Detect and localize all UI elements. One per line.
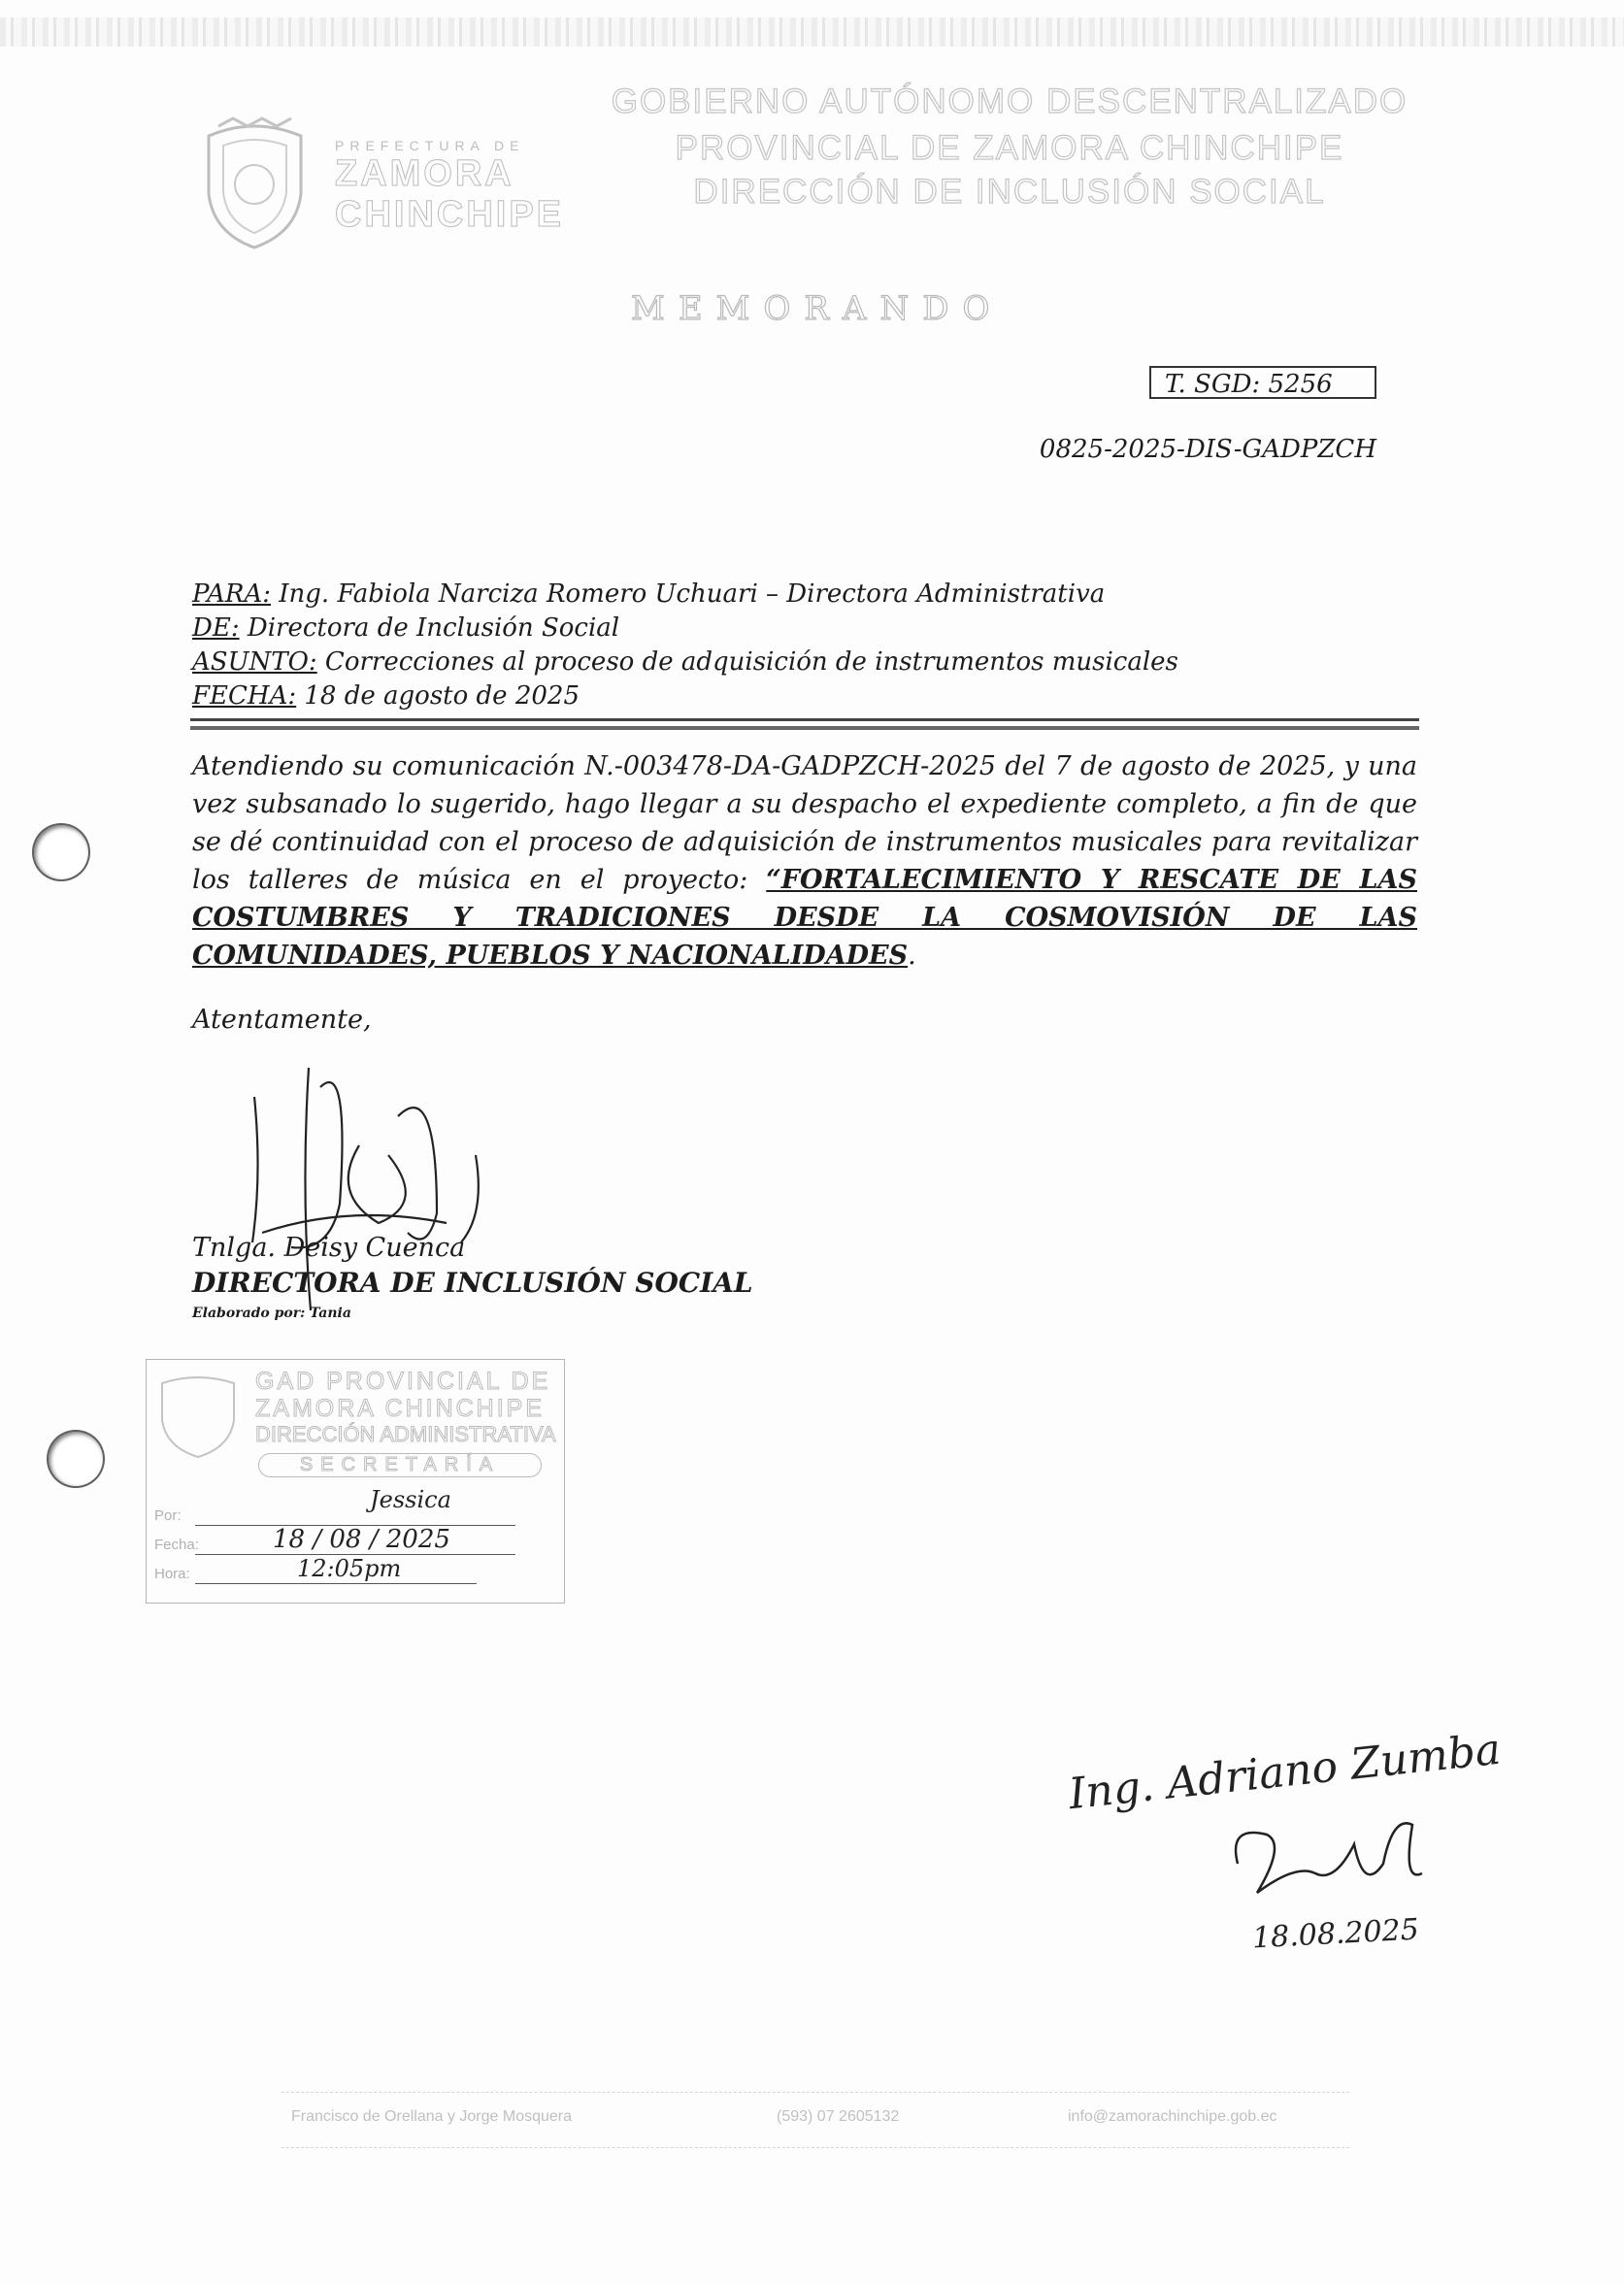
received-date: 18.08.2025 xyxy=(1251,1912,1420,1956)
para-label: PARA: xyxy=(192,579,271,609)
para-row xyxy=(192,578,1105,611)
closing: Atentamente, xyxy=(192,1005,372,1035)
asunto-value: Correcciones al proceso de adquisición de instrumentos musicales xyxy=(316,647,1178,677)
shield-icon xyxy=(199,116,311,252)
stamp-hora-value: 12:05pm xyxy=(297,1555,402,1582)
para-value: Ing. Fabiola Narciza Romero Uchuari – Directora Administrativa xyxy=(271,579,1106,609)
punch-hole-top xyxy=(34,825,88,879)
stamp-line-1: GAD PROVINCIAL DE xyxy=(255,1368,551,1395)
stamp-line-4: SECRETARÍA xyxy=(258,1453,542,1477)
signer-name: Tnlga. Deisy Cuenca xyxy=(192,1233,466,1263)
header-line-2: PROVINCIAL DE ZAMORA CHINCHIPE xyxy=(675,129,1344,167)
footer-phone: (593) 07 2605132 xyxy=(777,2108,900,2125)
document-title: MEMORANDO xyxy=(631,289,1004,328)
fecha-row xyxy=(192,679,580,712)
logo-zamora: ZAMORA xyxy=(335,153,514,194)
stamp-line-2: ZAMORA CHINCHIPE xyxy=(255,1395,546,1422)
header-line-3: DIRECCIÓN DE INCLUSIÓN SOCIAL xyxy=(693,173,1326,211)
de-row xyxy=(192,612,619,645)
scan-top-edge xyxy=(0,17,1624,47)
signer-role: DIRECTORA DE INCLUSIÓN SOCIAL xyxy=(192,1267,753,1299)
logo-chinchipe: CHINCHIPE xyxy=(335,194,565,235)
stamp-shield-icon xyxy=(154,1372,242,1459)
reception-stamp xyxy=(146,1359,565,1604)
fecha-value: 18 de agosto de 2025 xyxy=(296,681,580,711)
punch-hole-bottom xyxy=(49,1432,103,1486)
footer-rule-top xyxy=(282,2092,1349,2093)
footer-rule-bottom xyxy=(282,2147,1349,2148)
stamp-hora-line xyxy=(195,1583,477,1584)
project-title: “FORTALECIMIENTO Y RESCATE DE LAS COSTUMBRES Y TRADICIONES DESDE LA COSMOVISIÓN DE LAS COMUNIDADES, PUEBLOS Y NACIONALIDADES xyxy=(192,865,1417,971)
asunto-label: ASUNTO: xyxy=(192,647,317,677)
de-value: Directora de Inclusión Social xyxy=(239,613,620,643)
stamp-hora-label: Hora: xyxy=(154,1566,190,1582)
asunto-row xyxy=(192,645,1178,678)
body-text: Atendiendo su comunicación N.-003478-DA-GADPZCH-2025 del 7 de agosto de 2025, y una vez subsanado lo sugerido, hago llegar a su despacho el expediente completo, a fin de que se dé continuidad con el proceso de adquisición de instrumentos musicales para revitalizar los talleres de música en el proyecto: xyxy=(192,751,1417,895)
body-end: . xyxy=(908,941,916,971)
de-label: DE: xyxy=(192,613,240,643)
received-signature xyxy=(1218,1805,1451,1922)
body-paragraph xyxy=(192,747,1417,975)
logo-prefectura: PREFECTURA DE xyxy=(335,138,525,153)
footer-email: info@zamorachinchipe.gob.ec xyxy=(1068,2108,1277,2125)
received-by-name: Ing. Adriano Zumba xyxy=(1066,1724,1504,1820)
rule-top xyxy=(190,718,1419,721)
stamp-fecha-label: Fecha: xyxy=(154,1537,199,1553)
elaborado-por: Elaborado por: Tania xyxy=(192,1306,351,1321)
stamp-por-label: Por: xyxy=(154,1507,182,1524)
sgd-box: T. SGD: 5256 xyxy=(1149,366,1376,399)
stamp-line-3: DIRECCIÓN ADMINISTRATIVA xyxy=(255,1422,556,1446)
footer-address: Francisco de Orellana y Jorge Mosquera xyxy=(291,2108,573,2125)
stamp-por-value: Jessica xyxy=(370,1486,451,1513)
stamp-fecha-value: 18 / 08 / 2025 xyxy=(273,1525,450,1554)
header-line-1: GOBIERNO AUTÓNOMO DESCENTRALIZADO xyxy=(611,83,1409,120)
fecha-label: FECHA: xyxy=(192,681,297,711)
rule-bottom xyxy=(190,726,1419,730)
memo-number: 0825-2025-DIS-GADPZCH xyxy=(1039,435,1376,464)
